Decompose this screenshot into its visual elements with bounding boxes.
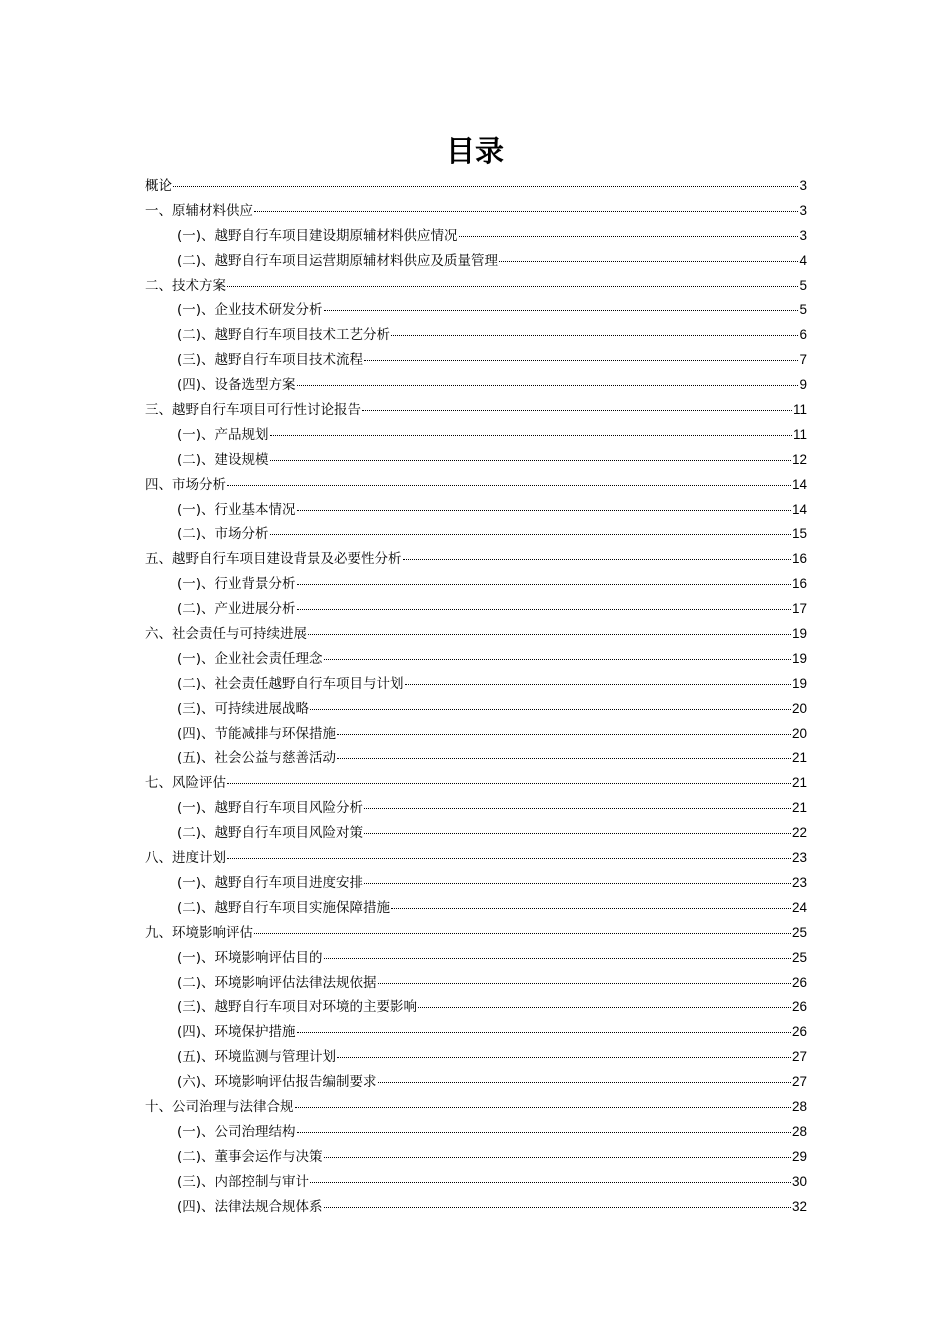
toc-dot-leader — [310, 1181, 791, 1183]
toc-entry-text: (三)、可持续进展战略 — [177, 700, 310, 717]
toc-entry-chapter[interactable] — [145, 1095, 807, 1120]
toc-page-number: 25 — [791, 924, 807, 940]
toc-dot-leader — [364, 832, 791, 834]
toc-page-number: 7 — [799, 352, 807, 368]
toc-list — [145, 174, 807, 1219]
toc-entry-chapter[interactable] — [145, 174, 807, 199]
toc-entry-section[interactable] — [145, 373, 807, 398]
toc-entry-text: (一)、行业基本情况 — [177, 501, 296, 518]
toc-entry-text: (一)、行业背景分析 — [177, 576, 296, 593]
toc-entry-section[interactable] — [145, 1145, 807, 1170]
toc-entry-section[interactable] — [145, 896, 807, 921]
toc-entry-text: 十、公司治理与法律合规 — [145, 1098, 294, 1115]
toc-dot-leader — [324, 1206, 791, 1208]
toc-entry-section[interactable] — [145, 522, 807, 547]
toc-dot-leader — [337, 1056, 791, 1058]
toc-entry-text: 八、进度计划 — [145, 850, 226, 867]
toc-dot-leader — [337, 757, 791, 759]
toc-entry-chapter[interactable] — [145, 771, 807, 796]
toc-page-number: 20 — [791, 700, 807, 716]
toc-page-number: 28 — [791, 1123, 807, 1139]
toc-entry-section[interactable] — [145, 1120, 807, 1145]
toc-dot-leader — [364, 359, 798, 361]
toc-dot-leader — [254, 210, 798, 212]
toc-dot-leader — [254, 932, 791, 934]
toc-entry-text: (二)、社会责任越野自行车项目与计划 — [177, 675, 404, 692]
toc-entry-section[interactable] — [145, 697, 807, 722]
toc-entry-section[interactable] — [145, 498, 807, 523]
toc-entry-text: (四)、环境保护措施 — [177, 1024, 296, 1041]
toc-entry-section[interactable] — [145, 323, 807, 348]
toc-entry-chapter[interactable] — [145, 473, 807, 498]
toc-page-number: 30 — [791, 1173, 807, 1189]
toc-page-number: 20 — [791, 725, 807, 741]
toc-dot-leader — [297, 608, 791, 610]
toc-page-number: 19 — [791, 650, 807, 666]
toc-entry-text: (四)、设备选型方案 — [177, 377, 296, 394]
toc-page-number: 29 — [791, 1148, 807, 1164]
toc-entry-text: (一)、企业技术研发分析 — [177, 302, 323, 319]
toc-page-number: 21 — [791, 775, 807, 791]
toc-page-number: 14 — [791, 501, 807, 517]
toc-entry-section[interactable] — [145, 796, 807, 821]
toc-dot-leader — [297, 1131, 791, 1133]
toc-dot-leader — [297, 384, 799, 386]
toc-entry-section[interactable] — [145, 647, 807, 672]
toc-entry-chapter[interactable] — [145, 274, 807, 299]
toc-dot-leader — [308, 633, 791, 635]
toc-entry-section[interactable] — [145, 448, 807, 473]
toc-page-number: 27 — [791, 1074, 807, 1090]
toc-page-number: 3 — [799, 227, 807, 243]
toc-dot-leader — [270, 459, 791, 461]
toc-entry-text: (四)、节能减排与环保措施 — [177, 725, 337, 742]
toc-entry-text: (一)、产品规划 — [177, 426, 269, 443]
toc-entry-section[interactable] — [145, 423, 807, 448]
toc-entry-chapter[interactable] — [145, 199, 807, 224]
toc-page-number: 17 — [791, 601, 807, 617]
toc-dot-leader — [324, 309, 799, 311]
toc-dot-leader — [405, 683, 791, 685]
toc-entry-section[interactable] — [145, 298, 807, 323]
toc-entry-chapter[interactable] — [145, 398, 807, 423]
toc-page-number: 23 — [791, 850, 807, 866]
toc-dot-leader — [270, 533, 791, 535]
toc-page-number: 32 — [791, 1198, 807, 1214]
toc-dot-leader — [378, 1081, 791, 1083]
toc-entry-text: (一)、企业社会责任理念 — [177, 650, 323, 667]
toc-entry-text: (二)、越野自行车项目技术工艺分析 — [177, 327, 391, 344]
toc-entry-text: (五)、环境监测与管理计划 — [177, 1049, 337, 1066]
toc-dot-leader — [459, 235, 799, 237]
toc-entry-text: (二)、越野自行车项目运营期原辅材料供应及质量管理 — [177, 252, 499, 269]
toc-entry-section[interactable] — [145, 1170, 807, 1195]
toc-entry-text: 九、环境影响评估 — [145, 924, 253, 941]
toc-entry-text: 二、技术方案 — [145, 277, 226, 294]
toc-page-number: 5 — [799, 277, 807, 293]
toc-page-number: 22 — [791, 825, 807, 841]
toc-entry-text: 五、越野自行车项目建设背景及必要性分析 — [145, 551, 402, 568]
toc-page-number: 19 — [791, 675, 807, 691]
toc-dot-leader — [295, 1106, 791, 1108]
toc-page-number: 16 — [791, 576, 807, 592]
toc-page-number: 27 — [791, 1049, 807, 1065]
toc-entry-text: (二)、环境影响评估法律法规依据 — [177, 974, 377, 991]
toc-dot-leader — [270, 434, 792, 436]
toc-entry-chapter[interactable] — [145, 547, 807, 572]
toc-entry-text: (四)、法律法规合规体系 — [177, 1198, 323, 1215]
toc-page-number: 3 — [799, 178, 807, 193]
toc-page-number: 5 — [799, 302, 807, 318]
toc-entry-text: (五)、社会公益与慈善活动 — [177, 750, 337, 767]
toc-entry-section[interactable] — [145, 746, 807, 771]
toc-entry-text: (一)、公司治理结构 — [177, 1123, 296, 1140]
toc-dot-leader — [173, 185, 798, 187]
toc-page-number: 9 — [799, 377, 807, 393]
toc-dot-leader — [297, 1031, 791, 1033]
toc-dot-leader — [337, 733, 791, 735]
toc-entry-text: 三、越野自行车项目可行性讨论报告 — [145, 402, 361, 419]
toc-page-number: 11 — [792, 426, 807, 442]
toc-entry-section[interactable] — [145, 1020, 807, 1045]
toc-entry-section[interactable] — [145, 572, 807, 597]
toc-page-number: 19 — [791, 626, 807, 642]
toc-entry-text: (六)、环境影响评估报告编制要求 — [177, 1074, 377, 1091]
toc-entry-text: (二)、建设规模 — [177, 451, 269, 468]
toc-entry-section[interactable] — [145, 1195, 807, 1220]
toc-entry-text: (二)、越野自行车项目实施保障措施 — [177, 899, 391, 916]
toc-page-number: 14 — [791, 476, 807, 492]
toc-entry-section[interactable] — [145, 1070, 807, 1095]
toc-dot-leader — [227, 484, 791, 486]
toc-entry-text: (一)、环境影响评估目的 — [177, 949, 323, 966]
toc-page-number: 26 — [791, 974, 807, 990]
toc-entry-text: 七、风险评估 — [145, 775, 226, 792]
toc-entry-text: 四、市场分析 — [145, 476, 226, 493]
toc-entry-section[interactable] — [145, 672, 807, 697]
toc-page-number: 26 — [791, 1024, 807, 1040]
toc-entry-text: 一、原辅材料供应 — [145, 202, 253, 219]
toc-entry-section[interactable] — [145, 348, 807, 373]
toc-dot-leader — [297, 583, 791, 585]
toc-dot-leader — [403, 558, 791, 560]
toc-dot-leader — [364, 882, 791, 884]
toc-page-number: 12 — [791, 451, 807, 467]
toc-page-number: 15 — [791, 526, 807, 542]
toc-entry-chapter[interactable] — [145, 846, 807, 871]
toc-entry-section[interactable] — [145, 249, 807, 274]
toc-entry-section[interactable] — [145, 871, 807, 896]
toc-entry-text: (一)、越野自行车项目建设期原辅材料供应情况 — [177, 227, 458, 244]
toc-dot-leader — [499, 260, 798, 262]
toc-entry-text: (一)、越野自行车项目风险分析 — [177, 800, 364, 817]
toc-entry-section[interactable] — [145, 597, 807, 622]
toc-entry-text: (三)、内部控制与审计 — [177, 1173, 310, 1190]
toc-page-number: 28 — [791, 1098, 807, 1114]
toc-dot-leader — [364, 807, 791, 809]
toc-dot-leader — [310, 708, 791, 710]
toc-entry-section[interactable] — [145, 224, 807, 249]
toc-entry-text: (二)、市场分析 — [177, 526, 269, 543]
toc-entry-section[interactable] — [145, 946, 807, 971]
toc-dot-leader — [324, 1156, 791, 1158]
toc-entry-text: (三)、越野自行车项目对环境的主要影响 — [177, 999, 418, 1016]
toc-entry-section[interactable] — [145, 971, 807, 996]
toc-page-number: 3 — [799, 202, 807, 218]
toc-dot-leader — [227, 285, 798, 287]
toc-entry-section[interactable] — [145, 1045, 807, 1070]
toc-entry-chapter[interactable] — [145, 921, 807, 946]
toc-page-number: 21 — [791, 800, 807, 816]
toc-entry-text: 六、社会责任与可持续进展 — [145, 626, 307, 643]
toc-entry-text: (一)、越野自行车项目进度安排 — [177, 874, 364, 891]
toc-dot-leader — [324, 658, 791, 660]
toc-entry-chapter[interactable] — [145, 622, 807, 647]
toc-dot-leader — [227, 857, 791, 859]
toc-dot-leader — [362, 409, 792, 411]
toc-dot-leader — [297, 509, 791, 511]
toc-title: 目录 — [445, 134, 504, 168]
toc-page-number: 23 — [791, 874, 807, 890]
toc-page-number: 24 — [791, 899, 807, 915]
toc-dot-leader — [227, 782, 791, 784]
toc-page-number: 16 — [791, 551, 807, 567]
toc-page-number: 25 — [791, 949, 807, 965]
toc-page-number: 26 — [791, 999, 807, 1015]
toc-dot-leader — [391, 334, 798, 336]
toc-dot-leader — [324, 957, 791, 959]
toc-entry-text: 概论 — [145, 178, 172, 194]
toc-entry-section[interactable] — [145, 995, 807, 1020]
toc-entry-text: (二)、董事会运作与决策 — [177, 1148, 323, 1165]
toc-page-number: 6 — [799, 327, 807, 343]
toc-entry-text: (三)、越野自行车项目技术流程 — [177, 352, 364, 369]
toc-entry-text: (二)、越野自行车项目风险对策 — [177, 825, 364, 842]
toc-dot-leader — [418, 1006, 791, 1008]
toc-entry-section[interactable] — [145, 821, 807, 846]
toc-dot-leader — [391, 907, 791, 909]
toc-entry-section[interactable] — [145, 722, 807, 747]
toc-dot-leader — [378, 982, 791, 984]
toc-page-number: 4 — [799, 252, 807, 268]
toc-entry-text: (二)、产业进展分析 — [177, 601, 296, 618]
toc-page-number: 21 — [791, 750, 807, 766]
toc-page-number: 11 — [792, 402, 807, 418]
